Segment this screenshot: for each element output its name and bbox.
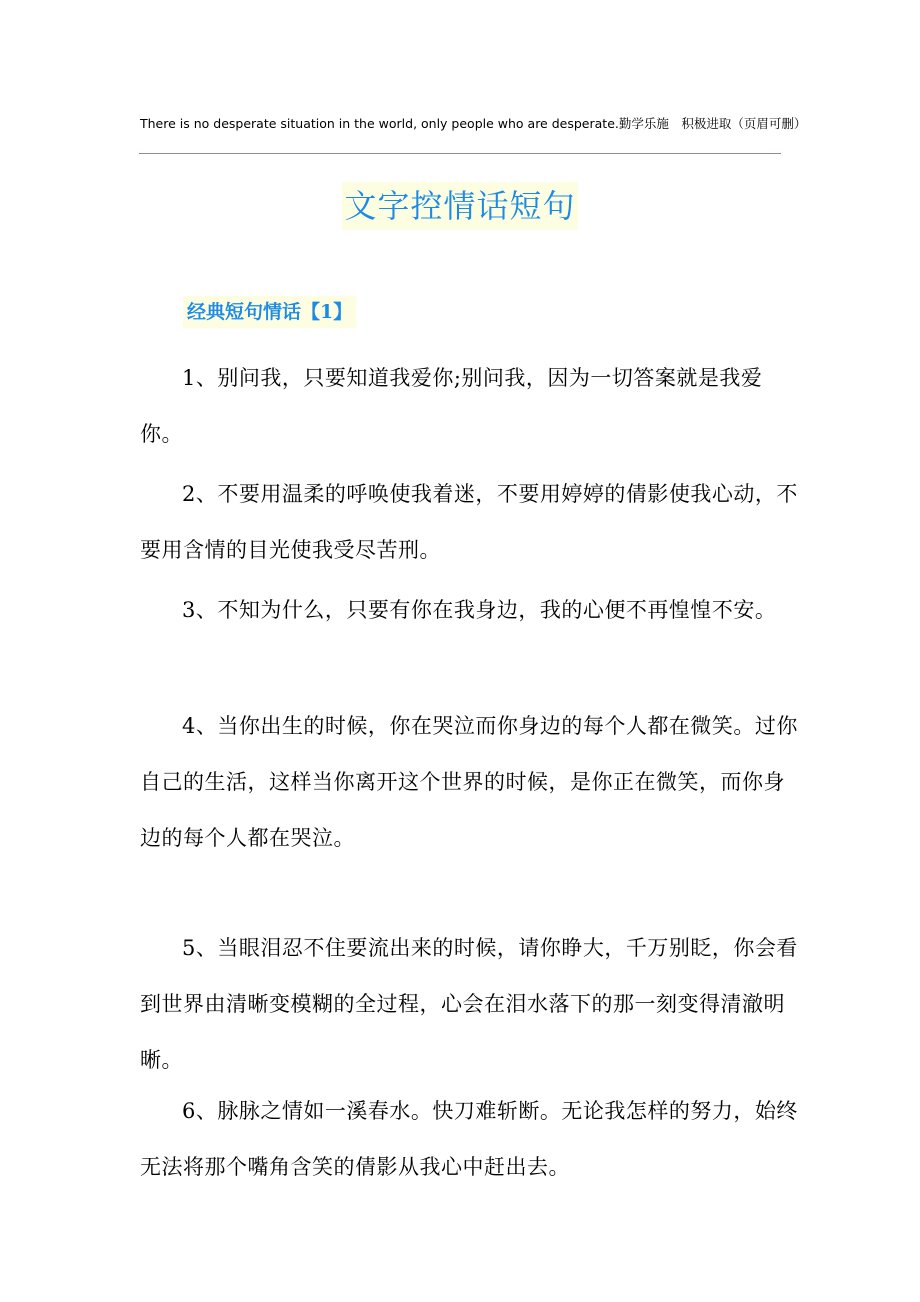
paragraph-6: 6、脉脉之情如一溪春水。快刀难斩断。无论我怎样的努力，始终无法将那个嘴角含笑的倩影从我心中赶出去。 — [140, 1099, 798, 1179]
title-container — [0, 182, 920, 230]
paragraph-2: 2、不要用温柔的呼唤使我着迷，不要用婷婷的倩影使我心动，不要用含情的目光使我受尽苦刑。 — [140, 482, 798, 562]
paragraph-4: 4、当你出生的时候，你在哭泣而你身边的每个人都在微笑。过你自己的生活，这样当你离开这个世界的时候，是你正在微笑，而你身边的每个人都在哭泣。 — [140, 714, 798, 850]
section-heading: 经典短句情话【1】 — [183, 296, 356, 328]
paragraph-5: 5、当眼泪忍不住要流出来的时候，请你睁大，千万别眨，你会看到世界由清晰变模糊的全过程，心会在泪水落下的那一刻变得清澈明晰。 — [140, 936, 798, 1072]
header-divider — [139, 153, 781, 154]
document-title: 文字控情话短句 — [342, 182, 577, 230]
paragraph-1: 1、别问我，只要知道我爱你;别问我，因为一切答案就是我爱你。 — [140, 366, 763, 446]
page-header-text: There is no desperate situation in the world, only people who are desperate.勤学乐施 积极进取（页眉可删） — [140, 116, 807, 131]
paragraph-3: 3、不知为什么，只要有你在我身边，我的心便不再惶惶不安。 — [182, 598, 777, 622]
